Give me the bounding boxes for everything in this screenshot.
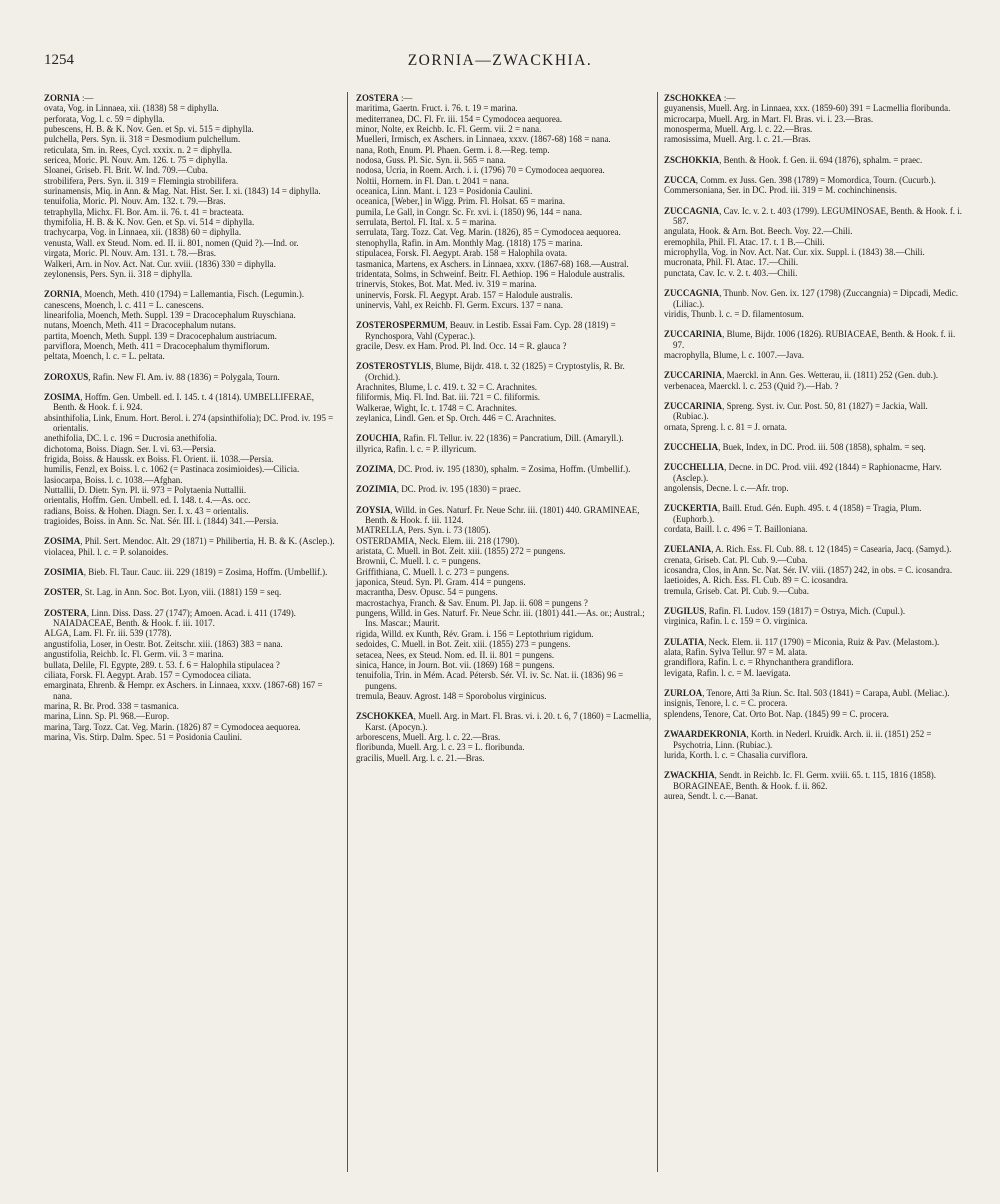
entry-heading: ZORNIA :—: [44, 93, 94, 103]
entry-heading: ZOSTEROSPERMUM, Beauv. in Lestib. Essai Fam. Cyp. 28 (1819) = Rynchospora, Vahl (Cyperac.).: [356, 320, 616, 341]
entry-line: ALGA, Lam. Fl. Fr. iii. 539 (1778).: [44, 628, 172, 639]
dictionary-entry: [356, 361, 652, 423]
entry-line: laetioides, A. Rich. Ess. Fl. Cub. 89 = C. icosandra.: [664, 575, 849, 586]
column-divider: [657, 92, 658, 1172]
dictionary-entry: [44, 93, 338, 279]
entry-line: viridis, Thunb. l. c. = D. filamentosum.: [664, 308, 804, 319]
entry-line: Nuttallii, D. Dietr. Syn. Pl. ii. 973 = Polytaenia Nuttallii.: [44, 485, 247, 496]
entry-line: orientalis, Hoffm. Gen. Umbell. ed. I. 148. t. 4.—As. occ.: [44, 495, 251, 506]
entry-line: eremophila, Phil. Fl. Atac. 17. t. 1 B.—Chili.: [664, 236, 825, 247]
entry-line: linearifolia, Moench, Meth. Suppl. 139 = Dracocephalum Ruyschiana.: [44, 309, 296, 320]
column-1: [44, 93, 338, 752]
entry-heading: ZUCKERTIA, Baill. Etud. Gén. Euph. 495. t. 4 (1858) = Tragia, Plum. (Euphorb.).: [664, 503, 922, 524]
entry-line: macrantha, Desv. Opusc. 54 = pungens.: [356, 587, 498, 598]
entry-line: nodosa, Ucria, in Roem. Arch. i. i. (1796) 70 = Cymodocea aequorea.: [356, 165, 605, 176]
entry-line: MATRELLA, Pers. Syn. i. 73 (1805).: [356, 525, 491, 536]
entry-line: trachycarpa, Vog. in Linnaea, xii. (1838) 60 = diphylla.: [44, 227, 242, 238]
entry-line: Muelleri, Irmisch, ex Aschers. in Linnaea, xxxv. (1867-68) 168 = nana.: [356, 134, 611, 145]
entry-line: mucronata, Phil. Fl. Atac. 17.—Chili.: [664, 257, 799, 268]
dictionary-entry: [664, 729, 964, 760]
entry-heading: ZOYSIA, Willd. in Ges. Naturf. Fr. Neue Schr. iii. (1801) 440. GRAMINEAE, Benth. & Hook. f. iii. 1124.: [356, 504, 640, 526]
entry-line: virginica, Rafin. l. c. 159 = O. virginica.: [664, 616, 808, 627]
entry-line: angolensis, Decne. l. c.—Afr. trop.: [664, 482, 789, 493]
entry-line: partita, Moench, Meth. Suppl. 139 = Dracocephalum austriacum.: [44, 330, 277, 341]
entry-line: tenuifolia, Trin. in Mém. Acad. Pétersb. Sér. VI. iv. Sc. Nat. ii. (1836) 96 = pungens.: [356, 670, 624, 691]
entry-line: zeylonensis, Pers. Syn. ii. 318 = diphylla.: [44, 268, 193, 279]
entry-line: macrostachya, Franch. & Sav. Enum. Pl. Jap. ii. 608 = pungens ?: [356, 597, 588, 608]
entry-line: levigata, Rafin. l. c. = M. laevigata.: [664, 667, 791, 678]
entry-line: humilis, Fenzl, ex Boiss. l. c. 1062 (= Pastinaca zosimioides).—Cilicia.: [44, 464, 300, 475]
entry-line: verbenacea, Maerckl. l. c. 253 (Quid ?).—Hab. ?: [664, 380, 839, 391]
entry-line: lasiocarpa, Boiss. l. c. 1038.—Afghan.: [44, 474, 183, 485]
entry-line: microcarpa, Muell. Arg. in Mart. Fl. Bras. vi. i. 23.—Bras.: [664, 113, 874, 124]
dictionary-entry: [664, 155, 964, 165]
entry-line: Sloanei, Griseb. Fl. Brit. W. Ind. 709.—Cuba.: [44, 165, 208, 176]
entry-line: filiformis, Miq. Fl. Ind. Bat. iii. 721 = C. filiformis.: [356, 392, 541, 403]
entry-line: tetraphylla, Michx. Fl. Bor. Am. ii. 76. t. 41 = bracteata.: [44, 206, 244, 217]
entry-heading: ZOSIMA, Phil. Sert. Mendoc. Alt. 29 (1871) = Philibertia, H. B. & K. (Asclep.).: [44, 536, 335, 547]
entry-line: monosperma, Muell. Arg. l. c. 22.—Bras.: [664, 124, 813, 135]
dictionary-entry: [356, 433, 652, 454]
entry-line: perforata, Vog. l. c. 59 = diphylla.: [44, 113, 165, 124]
entry-heading: ZUCCHELIA, Buek, Index, in DC. Prod. iii. 508 (1858), sphalm. = seq.: [664, 441, 926, 452]
dictionary-entry: [664, 462, 964, 493]
entry-line: pubescens, H. B. & K. Nov. Gen. et Sp. vi. 515 = diphylla.: [44, 124, 254, 135]
entry-line: absinthifolia, Link, Enum. Hort. Berol. i. 274 (apsinthifolia); DC. Prod. iv. 195 = orientalis.: [44, 412, 334, 433]
entry-heading: ZORNIA, Moench, Meth. 410 (1794) = Lallemantia, Fisch. (Legumin.).: [44, 289, 304, 300]
entry-line: parviflora, Moench, Meth. 411 = Dracocephalum thymiflorum.: [44, 340, 270, 351]
entry-heading: ZOSIMA, Hoffm. Gen. Umbell. ed. I. 145. t. 4 (1814). UMBELLIFERAE, Benth. & Hook. f. i. 924.: [44, 391, 314, 413]
entry-heading: ZOSTEROSTYLIS, Blume, Bijdr. 418. t. 32 (1825) = Cryptostylis, R. Br. (Orchid.).: [356, 361, 625, 382]
entry-line: serrulata, Targ. Tozz. Cat. Veg. Marin. (1826), 85 = Cymodocea aequorea.: [356, 227, 621, 238]
dictionary-entry: [356, 464, 652, 474]
entry-heading: ZOZIMA, DC. Prod. iv. 195 (1830), sphalm. = Zosima, Hoffm. (Umbellif.).: [356, 464, 631, 474]
entry-line: zeylanica, Lindl. Gen. et Sp. Orch. 446 = C. Arachnites.: [356, 412, 557, 423]
entry-line: virgata, Moric. Pl. Nouv. Am. 131. t. 78.—Bras.: [44, 248, 217, 259]
entry-line: minor, Nolte, ex Reichb. Ic. Fl. Germ. vii. 2 = nana.: [356, 124, 542, 135]
dictionary-entry: [664, 329, 964, 360]
dictionary-entry: [664, 288, 964, 319]
entry-line: punctata, Cav. Ic. v. 2. t. 403.—Chili.: [664, 267, 798, 278]
dictionary-entry: [356, 320, 652, 351]
entry-line: nodosa, Guss. Pl. Sic. Syn. ii. 565 = nana.: [356, 155, 506, 166]
entry-line: anethifolia, DC. l. c. 196 = Ducrosia anethifolia.: [44, 433, 217, 444]
entry-line: Brownii, C. Muell. l. c. = pungens.: [356, 556, 481, 567]
entry-heading: ZOROXUS, Rafin. New Fl. Am. iv. 88 (1836) = Polygala, Tourn.: [44, 371, 280, 382]
entry-line: rigida, Willd. ex Kunth, Rév. Gram. i. 156 = Leptothrium rigidum.: [356, 628, 594, 639]
dictionary-entry: [664, 544, 964, 596]
entry-heading: ZUCCA, Comm. ex Juss. Gen. 398 (1789) = Momordica, Tourn. (Cucurb.).: [664, 175, 936, 186]
entry-line: splendens, Tenore, Cat. Orto Bot. Nap. (1845) 99 = C. procera.: [664, 708, 889, 719]
entry-line: guyanensis, Muell. Arg. in Linnaea, xxx. (1859-60) 391 = Lacmellia floribunda.: [664, 103, 951, 114]
entry-line: stipulacea, Forsk. Fl. Aegypt. Arab. 158 = Halophila ovata.: [356, 248, 568, 259]
entry-line: canescens, Moench, l. c. 411 = L. canescens.: [44, 299, 204, 310]
entry-line: Walkerae, Wight, Ic. t. 1748 = C. Arachnites.: [356, 402, 517, 413]
entry-line: ramosissima, Muell. Arg. l. c. 21.—Bras.: [664, 134, 811, 145]
entry-line: illyrica, Rafin. l. c. = P. illyricum.: [356, 443, 477, 454]
entry-line: reticulata, Sm. in. Rees, Cycl. xxxix. n. 2 = diphylla.: [44, 144, 232, 155]
entry-line: pumila, Le Gall, in Congr. Sc. Fr. xvi. i. (1850) 96, 144 = nana.: [356, 206, 582, 217]
entry-line: maritima, Gaertn. Fruct. i. 76. t. 19 = marina.: [356, 103, 518, 114]
entry-line: arborescens, Muell. Arg. l. c. 22.—Bras.: [356, 731, 501, 742]
entry-heading: ZOSTER, St. Lag. in Ann. Soc. Bot. Lyon, viii. (1881) 159 = seq.: [44, 587, 282, 598]
entry-heading: ZSCHOKKEA, Muell. Arg. in Mart. Fl. Bras. vi. i. 20. t. 6, 7 (1860) = Lacmellia, Karst. (Apocyn.).: [356, 711, 652, 732]
entry-heading: ZOZIMIA, DC. Prod. iv. 195 (1830) = praec.: [356, 484, 521, 495]
running-title: ZORNIA—ZWACKHIA.: [407, 52, 593, 69]
entry-heading: ZSCHOKKEA :—: [664, 93, 736, 103]
dictionary-entry: [44, 392, 338, 526]
entry-line: gracilis, Muell. Arg. l. c. 21.—Bras.: [356, 752, 485, 763]
dictionary-entry: [44, 289, 338, 361]
entry-line: tasmanica, Martens, ex Aschers. in Linnaea, xxxv. (1867-68) 168.—Austral.: [356, 258, 629, 269]
entry-line: nana, Roth, Enum. Pl. Phaen. Germ. i. 8.—Reg. temp.: [356, 144, 550, 155]
entry-line: venusta, Wall. ex Steud. Nom. ed. II. ii. 801, nomen (Quid ?).—Ind. or.: [44, 237, 299, 248]
entry-line: sericea, Moric. Pl. Nouv. Am. 126. t. 75 = diphylla.: [44, 155, 228, 166]
column-3: [664, 93, 964, 811]
dictionary-entry: [356, 93, 652, 310]
entry-heading: ZUCCARINIA, Blume, Bijdr. 1006 (1826). RUBIACEAE, Benth. & Hook. f. ii. 97.: [664, 329, 956, 350]
dictionary-entry: [44, 587, 338, 597]
column-divider: [347, 92, 348, 1172]
entry-heading: ZULATIA, Neck. Elem. ii. 117 (1790) = Miconia, Ruiz & Pav. (Melastom.).: [664, 636, 940, 647]
dictionary-entry: [664, 93, 964, 145]
entry-line: stenophylla, Rafin. in Am. Monthly Mag. (1818) 175 = marina.: [356, 237, 583, 248]
dictionary-entry: [44, 536, 338, 557]
entry-line: ornata, Spreng. l. c. 81 = J. ornata.: [664, 421, 787, 432]
entry-line: ovata, Vog. in Linnaea, xii. (1838) 58 = diphylla.: [44, 103, 219, 114]
entry-line: dichotoma, Boiss. Diagn. Ser. I. vi. 63.—Persia.: [44, 443, 216, 454]
entry-line: surinamensis, Miq. in Ann. & Mag. Nat. Hist. Ser. I. xi. (1843) 14 = diphylla.: [44, 186, 321, 197]
entry-heading: ZUGILUS, Rafin. Fl. Ludov. 159 (1817) = Ostrya, Mich. (Cupul.).: [664, 606, 906, 617]
entry-heading: ZOUCHIA, Rafin. Fl. Tellur. iv. 22 (1836) = Pancratium, Dill. (Amaryll.).: [356, 433, 624, 444]
entry-line: tragioides, Boiss. in Ann. Sc. Nat. Sér. III. i. (1844) 341.—Persia.: [44, 516, 279, 527]
dictionary-entry: [44, 567, 338, 577]
entry-line: violacea, Phil. l. c. = P. solanoides.: [44, 546, 169, 557]
dictionary-entry: [664, 770, 964, 801]
dictionary-entry: [664, 175, 964, 196]
entry-line: uninervis, Vahl, ex Reichb. Fl. Germ. Excurs. 137 = nana.: [356, 299, 563, 310]
entry-line: thymifolia, H. B. & K. Nov. Gen. et Sp. vi. 514 = diphylla.: [44, 217, 255, 228]
entry-heading: ZUCCAGNIA, Thunb. Nov. Gen. ix. 127 (1798) (Zuccangnia) = Dipcadi, Medic. (Liliac.).: [664, 288, 958, 309]
entry-line: marina, Targ. Tozz. Cat. Veg. Marin. (1826) 87 = Cymodocea aequorea.: [44, 721, 301, 732]
entry-line: lurida, Korth. l. c. = Chasalia curviflora.: [664, 749, 808, 760]
entry-line: angulata, Hook. & Arn. Bot. Beech. Voy. 22.—Chili.: [664, 226, 853, 237]
entry-line: serrulata, Bertol. Fl. Ital. x. 5 = marina.: [356, 217, 497, 228]
entry-line: bullata, Delile, Fl. Egypte, 289. t. 53. f. 6 = Halophila stipulacea ?: [44, 659, 280, 670]
entry-line: emarginata, Ehrenb. & Hempr. ex Aschers. in Linnaea, xxxv. (1867-68) 167 = nana.: [44, 680, 323, 701]
dictionary-entry: [664, 442, 964, 452]
entry-line: angustifolia, Loser, in Oestr. Bot. Zeitschr. xiii. (1863) 383 = nana.: [44, 638, 283, 649]
entry-line: microphylla, Vog. in Nov. Act. Nat. Cur. xix. Suppl. i. (1843) 38.—Chili.: [664, 247, 925, 258]
entry-line: mediterranea, DC. Fl. Fr. iii. 154 = Cymodocea aequorea.: [356, 113, 563, 124]
entry-heading: ZUCCARINIA, Spreng. Syst. iv. Cur. Post. 50, 81 (1827) = Jackia, Wall. (Rubiac.).: [664, 400, 928, 422]
entry-line: japonica, Steud. Syn. Pl. Gram. 414 = pungens.: [356, 577, 526, 588]
entry-heading: ZUCCARINIA, Maerckl. in Ann. Ges. Wetterau, ii. (1811) 252 (Gen. dub.).: [664, 370, 939, 381]
page-number: 1254: [44, 52, 74, 68]
entry-heading: ZOSTERA, Linn. Diss. Dass. 27 (1747); Amoen. Acad. i. 411 (1749). NAIADACEAE, Benth. & Hook. f. iii. 1017.: [44, 607, 296, 629]
entry-line: peltata, Moench, l. c. = L. peltata.: [44, 351, 165, 362]
dictionary-entry: [44, 372, 338, 382]
entry-line: tremula, Beauv. Agrost. 148 = Sporobolus virginicus.: [356, 690, 547, 701]
entry-line: Noltii, Hornem. in Fl. Dan. t. 2041 = nana.: [356, 175, 509, 186]
entry-line: aurea, Sendt. l. c.—Banat.: [664, 790, 758, 801]
entry-line: sinica, Hance, in Journ. Bot. vii. (1869) 168 = pungens.: [356, 659, 555, 670]
entry-line: sedoides, C. Muell. in Bot. Zeit. xiii. (1855) 273 = pungens.: [356, 639, 571, 650]
entry-line: oceanica, [Weber,] in Wigg. Prim. Fl. Holsat. 65 = marina.: [356, 196, 565, 207]
page-header: [0, 52, 1000, 76]
entry-line: pungens, Willd. in Ges. Naturf. Fr. Neue Schr. iii. (1801) 441.—As. or.; Austral.; Ins. Mascar.; Maurit.: [356, 608, 645, 629]
entry-line: Griffithiana, C. Muell. l. c. 273 = pungens.: [356, 566, 510, 577]
entry-line: Commersoniana, Ser. in DC. Prod. iii. 319 = M. cochinchinensis.: [664, 185, 897, 196]
entry-heading: ZUCCAGNIA, Cav. Ic. v. 2. t. 403 (1799). LEGUMINOSAE, Benth. & Hook. f. i. 587.: [664, 205, 962, 227]
dictionary-entry: [356, 505, 652, 702]
entry-line: gracile, Desv. ex Ham. Prod. Pl. Ind. Occ. 14 = R. glauca ?: [356, 340, 567, 351]
entry-line: uninervis, Forsk. Fl. Aegypt. Arab. 157 = Halodule australis.: [356, 289, 573, 300]
entry-heading: ZWACKHIA, Sendt. in Reichb. Ic. Fl. Germ. xviii. 65. t. 115, 1816 (1858). BORAGINEAE, Benth. & Hook. f. ii. 862.: [664, 770, 937, 791]
entry-line: icosandra, Clos, in Ann. Sc. Nat. Sér. IV. viii. (1857) 242, in obs. = C. icosandra.: [664, 565, 953, 576]
entry-line: frigida, Boiss. & Haussk. ex Boiss. Fl. Orient. ii. 1038.—Persia.: [44, 454, 274, 464]
entry-line: Walkeri, Arn. in Nov. Act. Nat. Cur. xviii. (1836) 330 = diphylla.: [44, 258, 276, 269]
entry-line: tridentata, Solms, in Schweinf. Beitr. Fl. Aethiop. 196 = Halodule australis.: [356, 268, 625, 279]
dictionary-entry: [664, 606, 964, 627]
entry-line: marina, Linn. Sp. Pl. 968.—Europ.: [44, 711, 170, 722]
entry-line: marina, Vis. Stirp. Dalm. Spec. 51 = Posidonia Caulini.: [44, 731, 242, 742]
entry-line: grandiflora, Rafin. l. c. = Rhynchanthera grandiflora.: [664, 657, 854, 668]
entry-line: tenuifolia, Moric. Pl. Nouv. Am. 132. t. 79.—Bras.: [44, 196, 226, 207]
entry-line: Arachnites, Blume, l. c. 419. t. 32 = C. Arachnites.: [356, 381, 538, 392]
entry-heading: ZURLOA, Tenore, Atti 3a Riun. Sc. Ital. 503 (1841) = Carapa, Aubl. (Meliac.).: [664, 688, 950, 699]
entry-line: oceanica, Linn. Mant. i. 123 = Posidonia Caulini.: [356, 186, 533, 197]
entry-heading: ZOSIMIA, Bieb. Fl. Taur. Cauc. iii. 229 (1819) = Zosima, Hoffm. (Umbellif.).: [44, 567, 328, 578]
entry-line: radians, Boiss. & Hohen. Diagn. Ser. I. x. 43 = orientalis.: [44, 505, 249, 516]
entry-line: cordata, Baill. l. c. 496 = T. Bailloniana.: [664, 524, 808, 534]
entry-line: crenata, Griseb. Cat. Pl. Cub. 9.—Cuba.: [664, 554, 808, 565]
dictionary-entry: [664, 370, 964, 391]
entry-heading: ZUCCHELLIA, Decne. in DC. Prod. viii. 492 (1844) = Raphionacme, Harv. (Asclep.).: [664, 462, 942, 483]
entry-line: alata, Rafin. Sylva Tellur. 97 = M. alata.: [664, 647, 808, 658]
entry-heading: ZOSTERA :—: [356, 93, 413, 103]
entry-line: nutans, Moench, Meth. 411 = Dracocephalum nutans.: [44, 320, 236, 331]
entry-line: macrophylla, Blume, l. c. 1007.—Java.: [664, 349, 804, 360]
entry-line: aristata, C. Muell. in Bot. Zeit. xiii. (1855) 272 = pungens.: [356, 546, 566, 557]
dictionary-entry: [44, 608, 338, 742]
dictionary-entry: [356, 484, 652, 494]
entry-line: tremula, Griseb. Cat. Pl. Cub. 9.—Cuba.: [664, 585, 809, 596]
entry-line: OSTERDAMIA, Neck. Elem. iii. 218 (1790).: [356, 535, 520, 546]
entry-heading: ZUELANIA, A. Rich. Ess. Fl. Cub. 88. t. 12 (1845) = Casearia, Jacq. (Samyd.).: [664, 544, 952, 555]
entry-line: ciliata, Forsk. Fl. Aegypt. Arab. 157 = Cymodocea ciliata.: [44, 669, 252, 680]
entry-line: marina, R. Br. Prod. 338 = tasmanica.: [44, 700, 179, 711]
entry-line: strobilifera, Pers. Syn. ii. 319 = Flemingia strobilifera.: [44, 175, 239, 186]
entry-line: angustifolia, Reichb. Ic. Fl. Germ. vii. 3 = marina.: [44, 649, 224, 660]
column-2: [356, 93, 652, 773]
entry-line: setacea, Nees, ex Steud. Nom. ed. II. ii. 801 = pungens.: [356, 649, 555, 660]
dictionary-entry: [664, 688, 964, 719]
entry-line: insignis, Tenore, l. c. = C. procera.: [664, 698, 788, 709]
entry-heading: ZWAARDEKRONIA, Korth. in Nederl. Kruidk. Arch. ii. ii. (1851) 252 = Psychotria, Linn. (Rubiac.).: [664, 729, 932, 750]
entry-line: floribunda, Muell. Arg. l. c. 23 = L. floribunda.: [356, 742, 525, 753]
entry-heading: ZSCHOKKIA, Benth. & Hook. f. Gen. ii. 694 (1876), sphalm. = praec.: [664, 154, 923, 165]
entry-line: trinervis, Stokes, Bot. Mat. Med. iv. 319 = marina.: [356, 279, 537, 290]
entry-line: pulchella, Pers. Syn. ii. 318 = Desmodium pulchellum.: [44, 134, 241, 145]
dictionary-entry: [664, 206, 964, 278]
dictionary-entry: [664, 637, 964, 678]
dictionary-entry: [664, 503, 964, 534]
dictionary-entry: [356, 711, 652, 763]
dictionary-entry: [664, 401, 964, 432]
